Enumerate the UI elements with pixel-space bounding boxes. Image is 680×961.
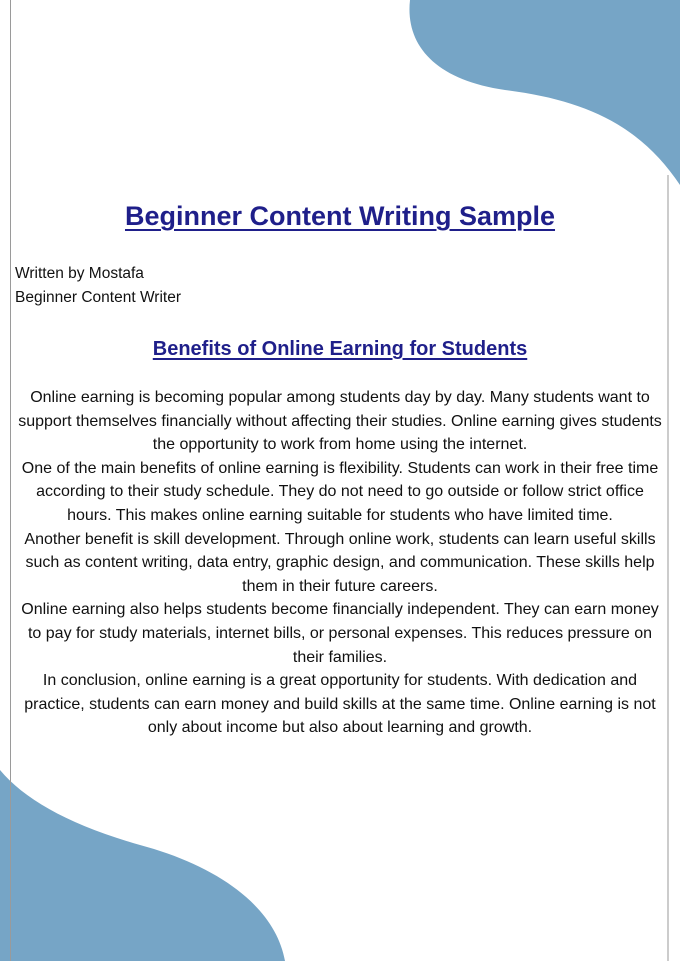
paragraph-conclusion: In conclusion, online earning is a great opportunity for students. With dedication and practice, students can earn money and build skills at the same time. Online earning is not only about income but also about learning and growth. [24,672,656,737]
paragraph-flexibility: One of the main benefits of online earning is flexibility. Students can work in their free time according to their study schedule. They do not need to go outside or follow strict office hours. This makes online earning suitable for students who have limited time. [21,459,659,524]
top-right-wave-shape [409,0,680,185]
author-line: Written by Mostafa [15,265,144,282]
paragraph-skill-development: Another benefit is skill development. Through online work, students can learn useful skills such as content writing, data entry, graphic design, and communication. These skills help them in their future careers. [24,530,656,595]
author-block [15,262,181,310]
bottom-left-wave-shape [0,770,285,961]
article-body [14,386,666,740]
document-title: Beginner Content Writing Sample [124,201,556,231]
author-role-line: Beginner Content Writer [15,289,181,306]
paragraph-financial-independence: Online earning also helps students become financially independent. They can earn money to pay for study materials, internet bills, or personal expenses. This reduces pressure on their families. [21,601,659,666]
left-border-line [10,0,11,961]
paragraph-intro: Online earning is becoming popular among students day by day. Many students want to support themselves financially without affecting their studies. Online earning gives students the opportunity to work from home using the internet. [18,389,662,454]
section-heading: Benefits of Online Earning for Students [152,338,528,360]
